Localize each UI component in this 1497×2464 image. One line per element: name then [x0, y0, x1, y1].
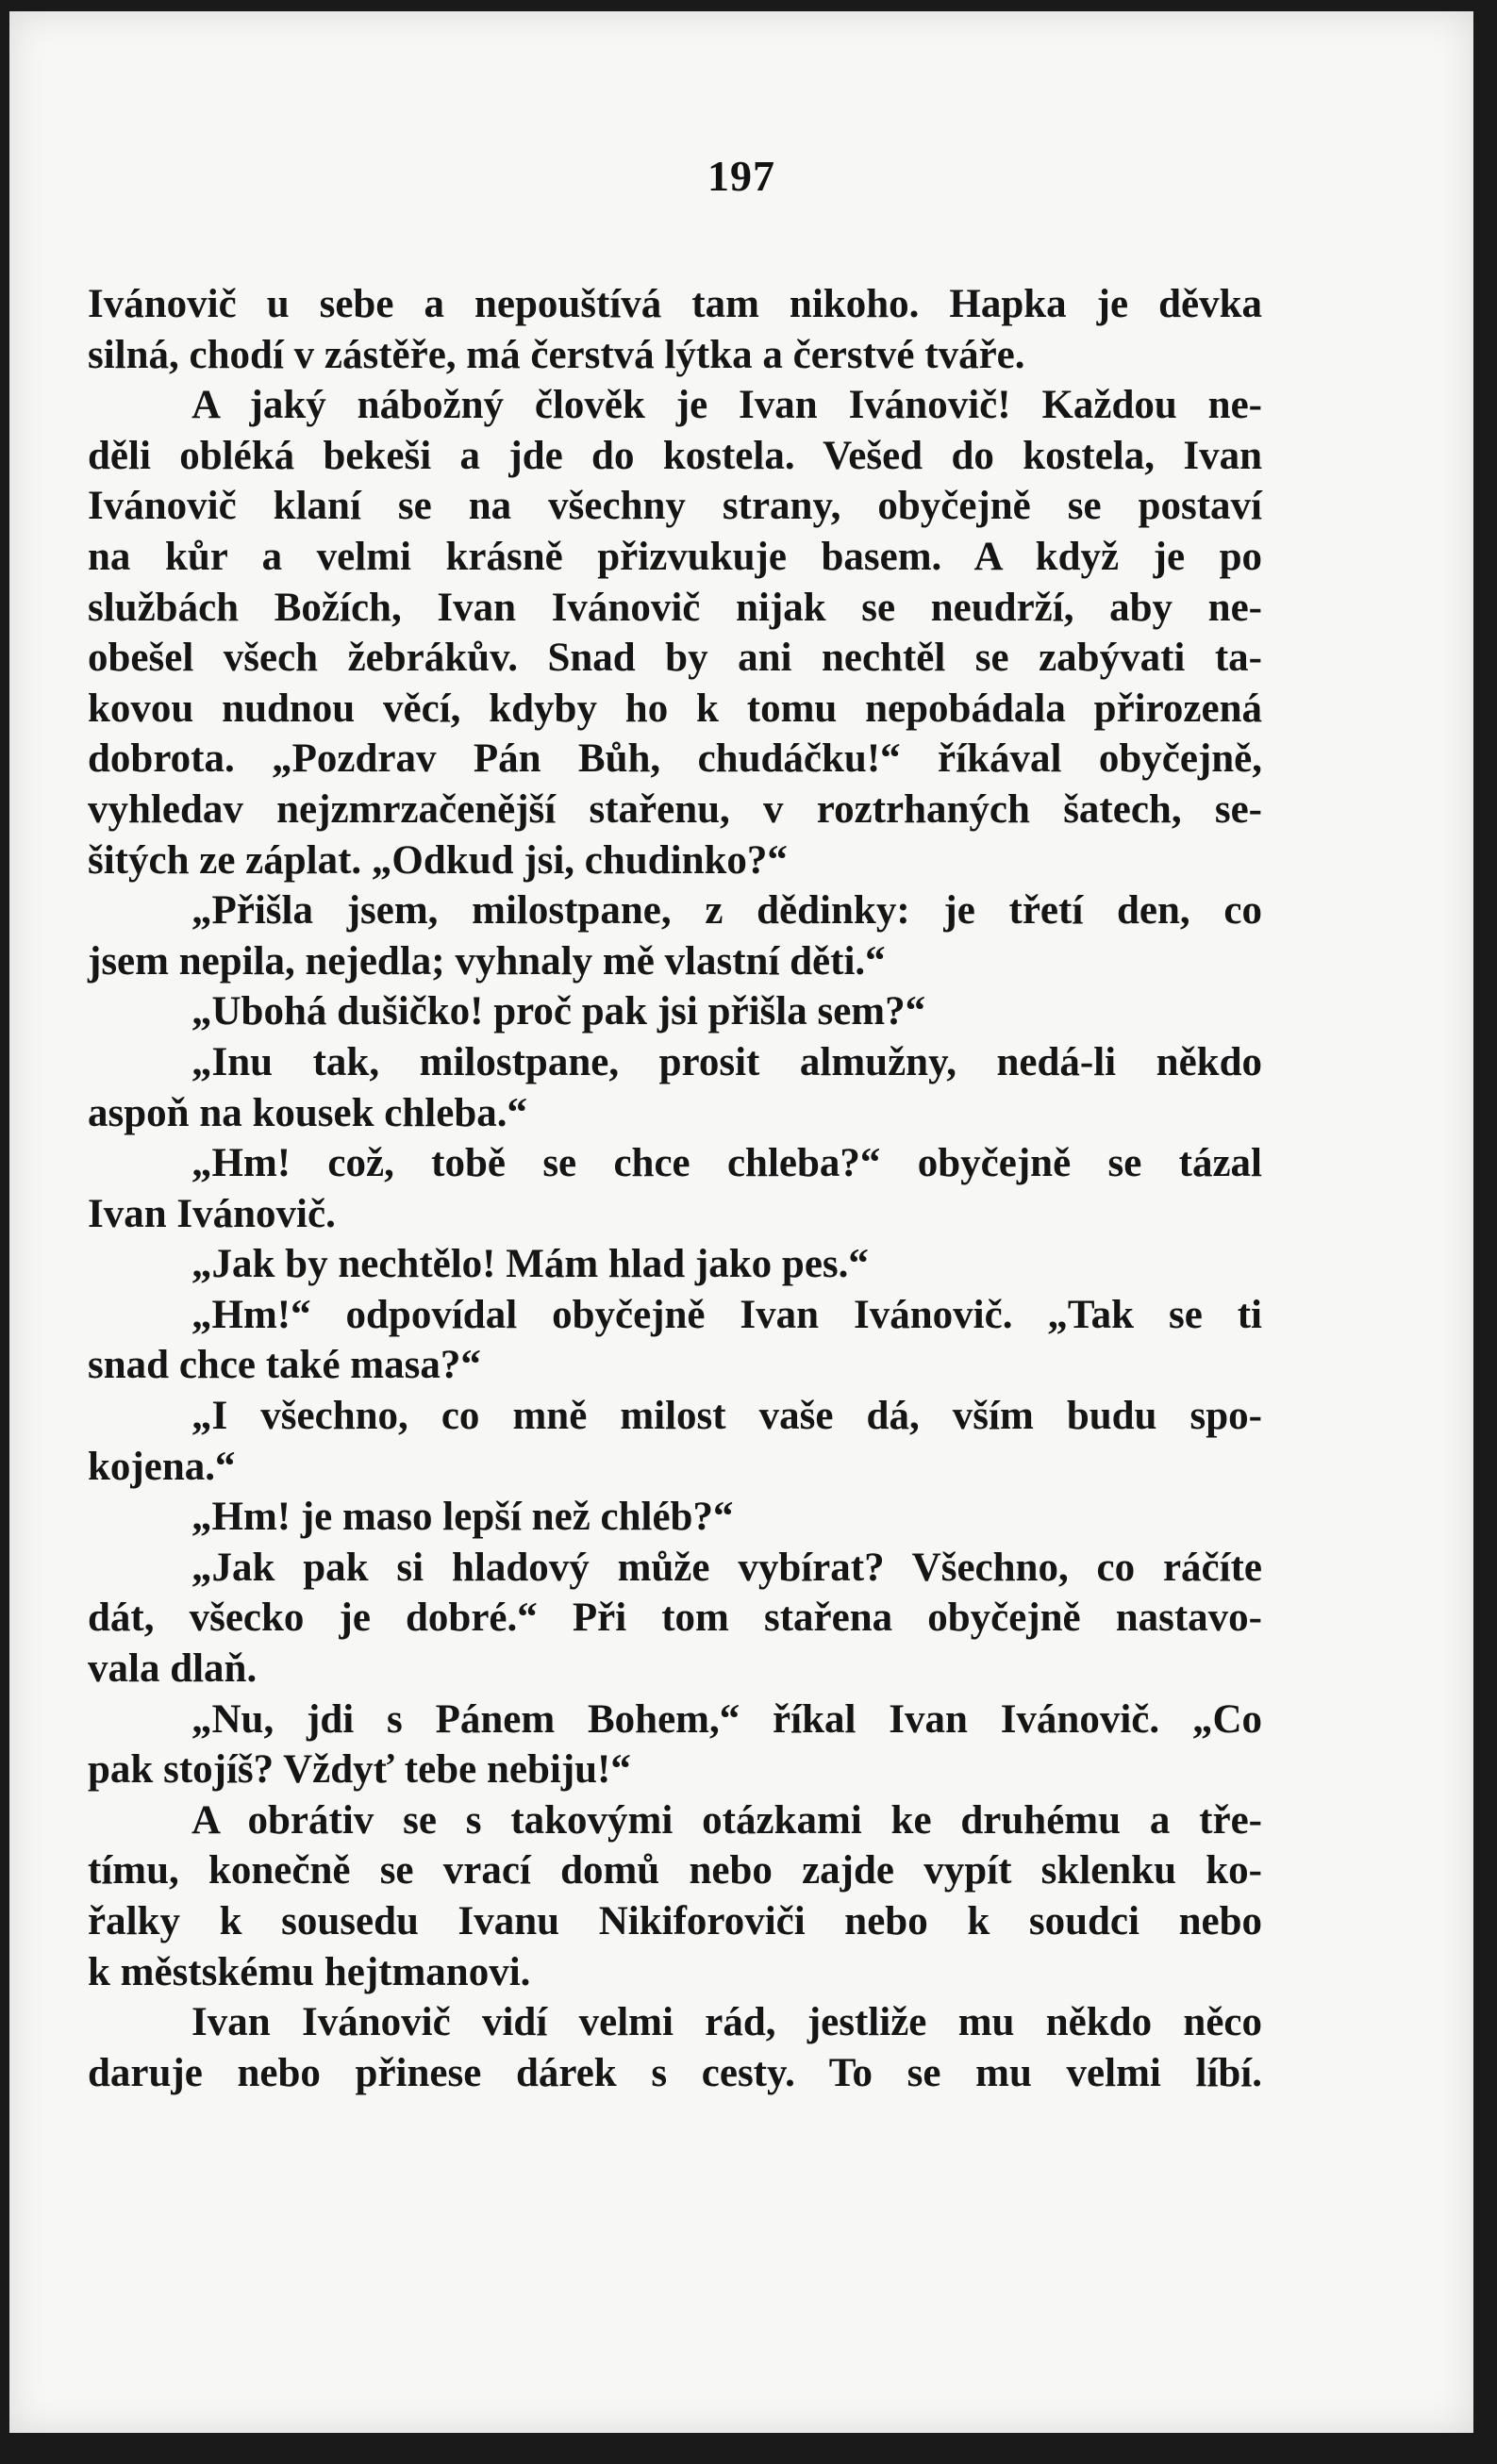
text-line: šitých ze záplat. „Odkud jsi, chudinko?“ [88, 837, 788, 883]
text-line: „Hm! je maso lepší než chléb?“ [191, 1495, 734, 1540]
text-line: pak stojíš? Vždyť tebe nebiju!“ [88, 1747, 631, 1793]
text-line: daruje nebo přinese dárek s cesty. To se mu velmi líbí. [88, 2050, 1262, 2095]
text-line: obešel všech žebrákův. Snad by ani nechtěl se zabývati ta- [88, 636, 1262, 681]
text-line: děli obléká bekeši a jde do kostela. Vešed do kostela, Ivan [88, 433, 1262, 478]
text-line: A obrátiv se s takovými otázkami ke druhému a tře- [191, 1797, 1262, 1843]
text-line: „Hm! což, tobě se chce chleba?“ obyčejně se tázal [191, 1141, 1262, 1186]
page-number: 197 [707, 152, 775, 200]
text-line: „Jak by nechtělo! Mám hlad jako pes.“ [191, 1242, 869, 1287]
text-line: „Nu, jdi s Pánem Bohem,“ říkal Ivan Ivánovič. „Co [191, 1696, 1262, 1742]
text-line: Ivan Ivánovič. [88, 1191, 336, 1236]
text-line: Ivánovič u sebe a nepouštívá tam nikoho. Hapka je děvka [88, 282, 1262, 326]
text-line: Ivánovič klaní se na všechny strany, obyčejně se postaví [88, 484, 1262, 529]
text-line: Ivan Ivánovič vidí velmi rád, jestliže mu někdo něco [191, 2000, 1262, 2045]
text-line: vyhledav nejzmrzačenější stařenu, v roztrhaných šatech, se- [88, 786, 1262, 832]
text-line: snad chce také masa?“ [88, 1343, 481, 1388]
text-line: službách Božích, Ivan Ivánovič nijak se neudrží, aby ne- [88, 585, 1262, 630]
text-line: „Ubohá dušičko! proč pak jsi přišla sem?“ [191, 989, 926, 1034]
text-line: „Hm!“ odpovídal obyčejně Ivan Ivánovič. „Tak se ti [191, 1292, 1262, 1337]
book-page [9, 11, 1473, 2433]
text-line: řalky k sousedu Ivanu Nikiforoviči nebo k soudci nebo [88, 1899, 1262, 1943]
text-line: „Přišla jsem, milostpane, z dědinky: je třetí den, co [191, 888, 1262, 934]
text-line: jsem nepila, nejedla; vyhnaly mě vlastní děti.“ [88, 938, 886, 984]
text-line: „I všechno, co mně milost vaše dá, vším budu spo- [191, 1394, 1262, 1439]
text-line: aspoň na kousek chleba.“ [88, 1090, 527, 1135]
text-line: kojena.“ [88, 1444, 236, 1489]
text-line: „Jak pak si hladový může vybírat? Všechno, co ráčíte [191, 1545, 1262, 1590]
text-line: na kůr a velmi krásně přizvukuje basem. A když je po [88, 534, 1262, 579]
text-line: „Inu tak, milostpane, prosit almužny, nedá-li někdo [191, 1039, 1262, 1084]
text-line: kovou nudnou věcí, kdyby ho k tomu nepobádala přirozená [88, 686, 1262, 731]
text-line: k městskému hejtmanovi. [88, 1949, 531, 1994]
body-text [88, 279, 1262, 2098]
text-line: silná, chodí v zástěře, má čerstvá lýtka a čerstvé tváře. [88, 332, 1025, 377]
text-line: tímu, konečně se vrací domů nebo zajde vypít sklenku ko- [88, 1848, 1262, 1893]
text-line: vala dlaň. [88, 1646, 258, 1692]
text-line: A jaký nábožný člověk je Ivan Ivánovič! Každou ne- [191, 383, 1262, 428]
text-line: dobrota. „Pozdrav Pán Bůh, chudáčku!“ říkával obyčejně, [88, 736, 1262, 782]
text-line: dát, všecko je dobré.“ Při tom stařena obyčejně nastavo- [88, 1596, 1262, 1641]
